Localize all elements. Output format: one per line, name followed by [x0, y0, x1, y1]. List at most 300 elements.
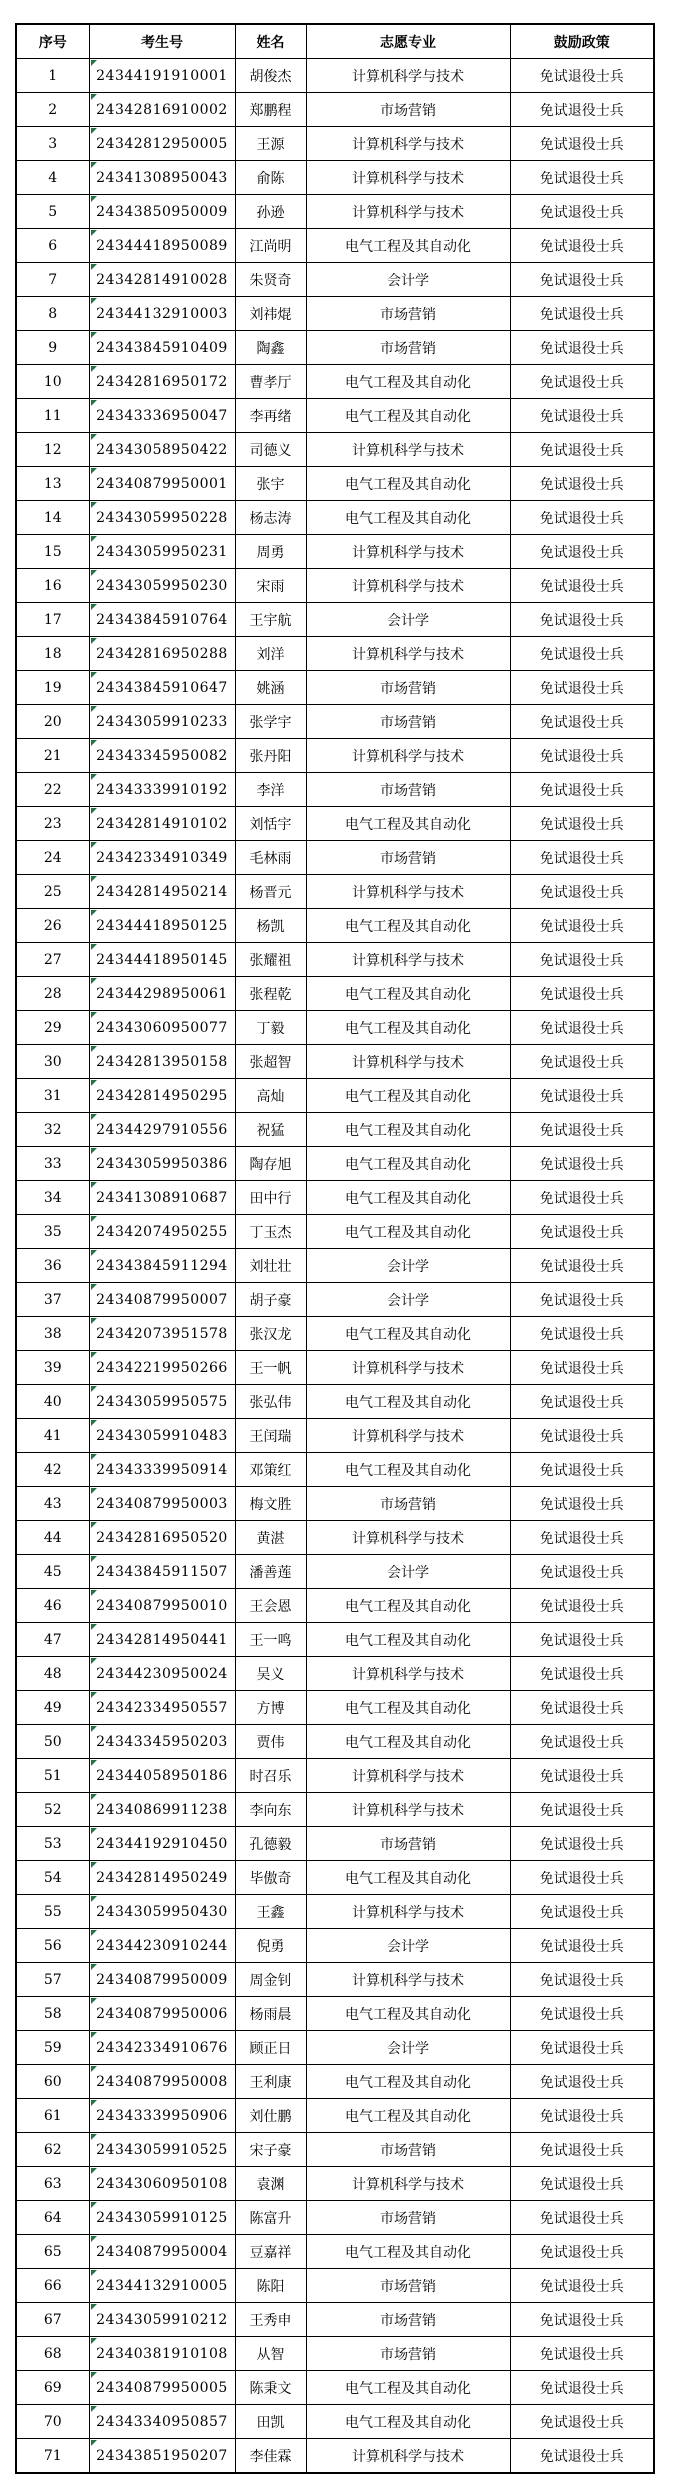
cell-serial-no[interactable]: 58 — [16, 1997, 89, 2031]
cell-serial-no[interactable]: 17 — [16, 603, 89, 637]
cell-major[interactable]: 计算机科学与技术 — [306, 943, 510, 977]
cell-name[interactable]: 张程乾 — [235, 977, 306, 1011]
cell-policy[interactable]: 免试退役士兵 — [510, 365, 654, 399]
cell-name[interactable]: 陈阳 — [235, 2269, 306, 2303]
cell-serial-no[interactable]: 4 — [16, 161, 89, 195]
cell-policy[interactable]: 免试退役士兵 — [510, 637, 654, 671]
cell-candidate-id[interactable] — [89, 2031, 235, 2065]
cell-serial-no[interactable]: 20 — [16, 705, 89, 739]
cell-name[interactable]: 张丹阳 — [235, 739, 306, 773]
cell-serial-no[interactable]: 26 — [16, 909, 89, 943]
cell-serial-no[interactable]: 54 — [16, 1861, 89, 1895]
cell-name[interactable]: 毛林雨 — [235, 841, 306, 875]
cell-serial-no[interactable]: 71 — [16, 2439, 89, 2474]
cell-serial-no[interactable]: 11 — [16, 399, 89, 433]
cell-name[interactable]: 王源 — [235, 127, 306, 161]
cell-serial-no[interactable]: 9 — [16, 331, 89, 365]
cell-serial-no[interactable]: 59 — [16, 2031, 89, 2065]
cell-major[interactable]: 市场营销 — [306, 2337, 510, 2371]
cell-serial-no[interactable]: 7 — [16, 263, 89, 297]
cell-major[interactable]: 会计学 — [306, 603, 510, 637]
cell-serial-no[interactable]: 69 — [16, 2371, 89, 2405]
cell-candidate-id[interactable] — [89, 229, 235, 263]
cell-policy[interactable]: 免试退役士兵 — [510, 2099, 654, 2133]
cell-policy[interactable]: 免试退役士兵 — [510, 1283, 654, 1317]
cell-serial-no[interactable]: 27 — [16, 943, 89, 977]
cell-policy[interactable]: 免试退役士兵 — [510, 1147, 654, 1181]
cell-policy[interactable]: 免试退役士兵 — [510, 59, 654, 93]
cell-candidate-id[interactable] — [89, 977, 235, 1011]
cell-name[interactable]: 李向东 — [235, 1793, 306, 1827]
cell-candidate-id[interactable] — [89, 2337, 235, 2371]
cell-serial-no[interactable]: 18 — [16, 637, 89, 671]
cell-name[interactable]: 刘恬宇 — [235, 807, 306, 841]
cell-policy[interactable]: 免试退役士兵 — [510, 807, 654, 841]
cell-serial-no[interactable]: 6 — [16, 229, 89, 263]
cell-name[interactable]: 丁毅 — [235, 1011, 306, 1045]
cell-name[interactable]: 潘善莲 — [235, 1555, 306, 1589]
cell-name[interactable]: 王鑫 — [235, 1895, 306, 1929]
cell-serial-no[interactable]: 24 — [16, 841, 89, 875]
cell-policy[interactable]: 免试退役士兵 — [510, 1623, 654, 1657]
cell-candidate-id[interactable] — [89, 841, 235, 875]
cell-major[interactable]: 计算机科学与技术 — [306, 2167, 510, 2201]
cell-name[interactable]: 张汉龙 — [235, 1317, 306, 1351]
cell-name[interactable]: 刘洋 — [235, 637, 306, 671]
cell-major[interactable]: 会计学 — [306, 263, 510, 297]
cell-policy[interactable]: 免试退役士兵 — [510, 569, 654, 603]
cell-policy[interactable]: 免试退役士兵 — [510, 1453, 654, 1487]
cell-policy[interactable]: 免试退役士兵 — [510, 1555, 654, 1589]
cell-policy[interactable]: 免试退役士兵 — [510, 2235, 654, 2269]
cell-major[interactable]: 市场营销 — [306, 841, 510, 875]
cell-major[interactable]: 市场营销 — [306, 297, 510, 331]
cell-serial-no[interactable]: 3 — [16, 127, 89, 161]
cell-major[interactable]: 市场营销 — [306, 705, 510, 739]
cell-candidate-id[interactable] — [89, 2439, 235, 2474]
cell-major[interactable]: 电气工程及其自动化 — [306, 399, 510, 433]
cell-major[interactable]: 电气工程及其自动化 — [306, 467, 510, 501]
cell-policy[interactable]: 免试退役士兵 — [510, 1045, 654, 1079]
cell-major[interactable]: 计算机科学与技术 — [306, 1045, 510, 1079]
cell-name[interactable]: 祝猛 — [235, 1113, 306, 1147]
cell-candidate-id[interactable] — [89, 2405, 235, 2439]
cell-policy[interactable]: 免试退役士兵 — [510, 161, 654, 195]
cell-candidate-id[interactable] — [89, 2133, 235, 2167]
cell-candidate-id[interactable] — [89, 1079, 235, 1113]
cell-name[interactable]: 张耀祖 — [235, 943, 306, 977]
cell-name[interactable]: 李洋 — [235, 773, 306, 807]
cell-serial-no[interactable]: 38 — [16, 1317, 89, 1351]
cell-policy[interactable]: 免试退役士兵 — [510, 2167, 654, 2201]
cell-serial-no[interactable]: 32 — [16, 1113, 89, 1147]
cell-serial-no[interactable]: 46 — [16, 1589, 89, 1623]
cell-major[interactable]: 电气工程及其自动化 — [306, 1011, 510, 1045]
cell-serial-no[interactable]: 52 — [16, 1793, 89, 1827]
cell-serial-no[interactable]: 62 — [16, 2133, 89, 2167]
cell-candidate-id[interactable] — [89, 2167, 235, 2201]
cell-policy[interactable]: 免试退役士兵 — [510, 1249, 654, 1283]
cell-major[interactable]: 市场营销 — [306, 773, 510, 807]
cell-name[interactable]: 李再绪 — [235, 399, 306, 433]
cell-name[interactable]: 王宇航 — [235, 603, 306, 637]
cell-name[interactable]: 黄湛 — [235, 1521, 306, 1555]
cell-major[interactable]: 市场营销 — [306, 2133, 510, 2167]
cell-name[interactable]: 孔德毅 — [235, 1827, 306, 1861]
cell-name[interactable]: 王会恩 — [235, 1589, 306, 1623]
cell-serial-no[interactable]: 67 — [16, 2303, 89, 2337]
cell-major[interactable]: 电气工程及其自动化 — [306, 1113, 510, 1147]
cell-serial-no[interactable]: 61 — [16, 2099, 89, 2133]
cell-candidate-id[interactable] — [89, 2303, 235, 2337]
cell-policy[interactable]: 免试退役士兵 — [510, 705, 654, 739]
cell-policy[interactable]: 免试退役士兵 — [510, 1963, 654, 1997]
cell-candidate-id[interactable] — [89, 1249, 235, 1283]
cell-candidate-id[interactable] — [89, 773, 235, 807]
cell-name[interactable]: 张学宇 — [235, 705, 306, 739]
cell-candidate-id[interactable] — [89, 127, 235, 161]
cell-name[interactable]: 司德义 — [235, 433, 306, 467]
cell-major[interactable]: 计算机科学与技术 — [306, 1793, 510, 1827]
cell-policy[interactable]: 免试退役士兵 — [510, 1827, 654, 1861]
cell-serial-no[interactable]: 14 — [16, 501, 89, 535]
cell-serial-no[interactable]: 8 — [16, 297, 89, 331]
cell-policy[interactable]: 免试退役士兵 — [510, 467, 654, 501]
cell-serial-no[interactable]: 45 — [16, 1555, 89, 1589]
cell-policy[interactable]: 免试退役士兵 — [510, 1113, 654, 1147]
cell-policy[interactable]: 免试退役士兵 — [510, 671, 654, 705]
cell-major[interactable]: 电气工程及其自动化 — [306, 2371, 510, 2405]
cell-serial-no[interactable]: 47 — [16, 1623, 89, 1657]
cell-candidate-id[interactable] — [89, 297, 235, 331]
cell-policy[interactable]: 免试退役士兵 — [510, 977, 654, 1011]
cell-serial-no[interactable]: 37 — [16, 1283, 89, 1317]
cell-candidate-id[interactable] — [89, 2201, 235, 2235]
cell-major[interactable]: 电气工程及其自动化 — [306, 1079, 510, 1113]
cell-major[interactable]: 市场营销 — [306, 1827, 510, 1861]
cell-major[interactable]: 计算机科学与技术 — [306, 1657, 510, 1691]
cell-name[interactable]: 高灿 — [235, 1079, 306, 1113]
cell-major[interactable]: 市场营销 — [306, 2269, 510, 2303]
cell-policy[interactable]: 免试退役士兵 — [510, 501, 654, 535]
cell-policy[interactable]: 免试退役士兵 — [510, 1725, 654, 1759]
cell-major[interactable]: 计算机科学与技术 — [306, 1351, 510, 1385]
cell-major[interactable]: 电气工程及其自动化 — [306, 229, 510, 263]
cell-candidate-id[interactable] — [89, 1997, 235, 2031]
cell-candidate-id[interactable] — [89, 1317, 235, 1351]
cell-serial-no[interactable]: 48 — [16, 1657, 89, 1691]
cell-policy[interactable]: 免试退役士兵 — [510, 773, 654, 807]
cell-policy[interactable]: 免试退役士兵 — [510, 1691, 654, 1725]
cell-major[interactable]: 市场营销 — [306, 93, 510, 127]
cell-policy[interactable]: 免试退役士兵 — [510, 1521, 654, 1555]
cell-candidate-id[interactable] — [89, 2269, 235, 2303]
cell-candidate-id[interactable] — [89, 569, 235, 603]
cell-candidate-id[interactable] — [89, 637, 235, 671]
cell-candidate-id[interactable] — [89, 1759, 235, 1793]
cell-candidate-id[interactable] — [89, 1657, 235, 1691]
cell-candidate-id[interactable] — [89, 875, 235, 909]
cell-name[interactable]: 陈秉文 — [235, 2371, 306, 2405]
cell-policy[interactable]: 免试退役士兵 — [510, 2371, 654, 2405]
cell-name[interactable]: 方博 — [235, 1691, 306, 1725]
cell-policy[interactable]: 免试退役士兵 — [510, 739, 654, 773]
cell-policy[interactable]: 免试退役士兵 — [510, 2405, 654, 2439]
cell-policy[interactable]: 免试退役士兵 — [510, 1215, 654, 1249]
cell-candidate-id[interactable] — [89, 1011, 235, 1045]
cell-serial-no[interactable]: 64 — [16, 2201, 89, 2235]
cell-major[interactable]: 会计学 — [306, 1249, 510, 1283]
cell-candidate-id[interactable] — [89, 433, 235, 467]
cell-name[interactable]: 朱贤奇 — [235, 263, 306, 297]
cell-name[interactable]: 杨晋元 — [235, 875, 306, 909]
cell-serial-no[interactable]: 15 — [16, 535, 89, 569]
cell-major[interactable]: 电气工程及其自动化 — [306, 1385, 510, 1419]
cell-serial-no[interactable]: 28 — [16, 977, 89, 1011]
cell-serial-no[interactable]: 57 — [16, 1963, 89, 1997]
cell-policy[interactable]: 免试退役士兵 — [510, 433, 654, 467]
cell-candidate-id[interactable] — [89, 1385, 235, 1419]
cell-name[interactable]: 丁玉杰 — [235, 1215, 306, 1249]
cell-candidate-id[interactable] — [89, 1793, 235, 1827]
cell-name[interactable]: 俞陈 — [235, 161, 306, 195]
cell-serial-no[interactable]: 40 — [16, 1385, 89, 1419]
cell-candidate-id[interactable] — [89, 535, 235, 569]
cell-name[interactable]: 邓策红 — [235, 1453, 306, 1487]
cell-candidate-id[interactable] — [89, 909, 235, 943]
cell-policy[interactable]: 免试退役士兵 — [510, 841, 654, 875]
cell-serial-no[interactable]: 22 — [16, 773, 89, 807]
cell-major[interactable]: 市场营销 — [306, 1487, 510, 1521]
cell-candidate-id[interactable] — [89, 399, 235, 433]
cell-policy[interactable]: 免试退役士兵 — [510, 1487, 654, 1521]
cell-name[interactable]: 胡俊杰 — [235, 59, 306, 93]
cell-serial-no[interactable]: 63 — [16, 2167, 89, 2201]
cell-candidate-id[interactable] — [89, 331, 235, 365]
cell-major[interactable]: 电气工程及其自动化 — [306, 1691, 510, 1725]
cell-policy[interactable]: 免试退役士兵 — [510, 1861, 654, 1895]
cell-policy[interactable]: 免试退役士兵 — [510, 2303, 654, 2337]
cell-major[interactable]: 电气工程及其自动化 — [306, 1861, 510, 1895]
cell-name[interactable]: 梅文胜 — [235, 1487, 306, 1521]
cell-serial-no[interactable]: 12 — [16, 433, 89, 467]
cell-candidate-id[interactable] — [89, 93, 235, 127]
cell-policy[interactable]: 免试退役士兵 — [510, 127, 654, 161]
cell-name[interactable]: 张弘伟 — [235, 1385, 306, 1419]
cell-major[interactable]: 电气工程及其自动化 — [306, 1453, 510, 1487]
cell-name[interactable]: 刘祎焜 — [235, 297, 306, 331]
cell-candidate-id[interactable] — [89, 1623, 235, 1657]
cell-major[interactable]: 电气工程及其自动化 — [306, 1215, 510, 1249]
cell-major[interactable]: 电气工程及其自动化 — [306, 365, 510, 399]
cell-policy[interactable]: 免试退役士兵 — [510, 331, 654, 365]
cell-name[interactable]: 王一帆 — [235, 1351, 306, 1385]
cell-serial-no[interactable]: 60 — [16, 2065, 89, 2099]
cell-major[interactable]: 计算机科学与技术 — [306, 1895, 510, 1929]
cell-candidate-id[interactable] — [89, 739, 235, 773]
cell-policy[interactable]: 免试退役士兵 — [510, 1793, 654, 1827]
cell-major[interactable]: 计算机科学与技术 — [306, 637, 510, 671]
cell-major[interactable]: 电气工程及其自动化 — [306, 2235, 510, 2269]
cell-serial-no[interactable]: 42 — [16, 1453, 89, 1487]
cell-serial-no[interactable]: 50 — [16, 1725, 89, 1759]
cell-candidate-id[interactable] — [89, 161, 235, 195]
cell-major[interactable]: 计算机科学与技术 — [306, 535, 510, 569]
cell-name[interactable]: 倪勇 — [235, 1929, 306, 1963]
cell-major[interactable]: 计算机科学与技术 — [306, 127, 510, 161]
cell-candidate-id[interactable] — [89, 1045, 235, 1079]
cell-candidate-id[interactable] — [89, 1725, 235, 1759]
cell-policy[interactable]: 免试退役士兵 — [510, 535, 654, 569]
cell-candidate-id[interactable] — [89, 2371, 235, 2405]
cell-major[interactable]: 电气工程及其自动化 — [306, 1181, 510, 1215]
cell-candidate-id[interactable] — [89, 1419, 235, 1453]
cell-candidate-id[interactable] — [89, 263, 235, 297]
cell-candidate-id[interactable] — [89, 1555, 235, 1589]
cell-major[interactable]: 会计学 — [306, 2031, 510, 2065]
cell-policy[interactable]: 免试退役士兵 — [510, 2065, 654, 2099]
cell-candidate-id[interactable] — [89, 467, 235, 501]
cell-candidate-id[interactable] — [89, 2235, 235, 2269]
cell-candidate-id[interactable] — [89, 1827, 235, 1861]
cell-candidate-id[interactable] — [89, 671, 235, 705]
cell-candidate-id[interactable] — [89, 365, 235, 399]
cell-policy[interactable]: 免试退役士兵 — [510, 93, 654, 127]
cell-candidate-id[interactable] — [89, 1351, 235, 1385]
cell-major[interactable]: 计算机科学与技术 — [306, 1521, 510, 1555]
cell-serial-no[interactable]: 34 — [16, 1181, 89, 1215]
cell-major[interactable]: 计算机科学与技术 — [306, 569, 510, 603]
cell-name[interactable]: 顾正日 — [235, 2031, 306, 2065]
cell-serial-no[interactable]: 23 — [16, 807, 89, 841]
cell-major[interactable]: 电气工程及其自动化 — [306, 1997, 510, 2031]
cell-name[interactable]: 田凯 — [235, 2405, 306, 2439]
cell-policy[interactable]: 免试退役士兵 — [510, 1317, 654, 1351]
cell-name[interactable]: 王秀申 — [235, 2303, 306, 2337]
cell-candidate-id[interactable] — [89, 2065, 235, 2099]
cell-serial-no[interactable]: 29 — [16, 1011, 89, 1045]
cell-serial-no[interactable]: 56 — [16, 1929, 89, 1963]
cell-serial-no[interactable]: 70 — [16, 2405, 89, 2439]
cell-policy[interactable]: 免试退役士兵 — [510, 229, 654, 263]
cell-policy[interactable]: 免试退役士兵 — [510, 1589, 654, 1623]
cell-policy[interactable]: 免试退役士兵 — [510, 2031, 654, 2065]
cell-policy[interactable]: 免试退役士兵 — [510, 1657, 654, 1691]
cell-serial-no[interactable]: 19 — [16, 671, 89, 705]
cell-serial-no[interactable]: 25 — [16, 875, 89, 909]
cell-policy[interactable]: 免试退役士兵 — [510, 1759, 654, 1793]
cell-major[interactable]: 计算机科学与技术 — [306, 1759, 510, 1793]
cell-candidate-id[interactable] — [89, 1215, 235, 1249]
cell-major[interactable]: 电气工程及其自动化 — [306, 501, 510, 535]
cell-serial-no[interactable]: 68 — [16, 2337, 89, 2371]
cell-candidate-id[interactable] — [89, 1487, 235, 1521]
cell-serial-no[interactable]: 44 — [16, 1521, 89, 1555]
cell-major[interactable]: 会计学 — [306, 1929, 510, 1963]
cell-candidate-id[interactable] — [89, 501, 235, 535]
cell-name[interactable]: 刘壮壮 — [235, 1249, 306, 1283]
cell-policy[interactable]: 免试退役士兵 — [510, 263, 654, 297]
cell-candidate-id[interactable] — [89, 2099, 235, 2133]
cell-major[interactable]: 电气工程及其自动化 — [306, 1725, 510, 1759]
cell-name[interactable]: 陶鑫 — [235, 331, 306, 365]
cell-serial-no[interactable]: 5 — [16, 195, 89, 229]
cell-name[interactable]: 豆嘉祥 — [235, 2235, 306, 2269]
cell-policy[interactable]: 免试退役士兵 — [510, 943, 654, 977]
cell-serial-no[interactable]: 39 — [16, 1351, 89, 1385]
cell-candidate-id[interactable] — [89, 1147, 235, 1181]
cell-policy[interactable]: 免试退役士兵 — [510, 2201, 654, 2235]
cell-policy[interactable]: 免试退役士兵 — [510, 603, 654, 637]
cell-candidate-id[interactable] — [89, 59, 235, 93]
cell-candidate-id[interactable] — [89, 1113, 235, 1147]
cell-major[interactable]: 电气工程及其自动化 — [306, 807, 510, 841]
cell-name[interactable]: 王一鸣 — [235, 1623, 306, 1657]
cell-name[interactable]: 王闰瑞 — [235, 1419, 306, 1453]
cell-name[interactable]: 杨雨晨 — [235, 1997, 306, 2031]
cell-policy[interactable]: 免试退役士兵 — [510, 1385, 654, 1419]
cell-name[interactable]: 杨凯 — [235, 909, 306, 943]
cell-policy[interactable]: 免试退役士兵 — [510, 1011, 654, 1045]
cell-major[interactable]: 计算机科学与技术 — [306, 1419, 510, 1453]
cell-name[interactable]: 胡子豪 — [235, 1283, 306, 1317]
cell-policy[interactable]: 免试退役士兵 — [510, 2269, 654, 2303]
cell-major[interactable]: 计算机科学与技术 — [306, 875, 510, 909]
cell-candidate-id[interactable] — [89, 603, 235, 637]
cell-policy[interactable]: 免试退役士兵 — [510, 1997, 654, 2031]
cell-name[interactable]: 从智 — [235, 2337, 306, 2371]
cell-major[interactable]: 市场营销 — [306, 2201, 510, 2235]
cell-serial-no[interactable]: 49 — [16, 1691, 89, 1725]
cell-candidate-id[interactable] — [89, 1929, 235, 1963]
cell-major[interactable]: 计算机科学与技术 — [306, 739, 510, 773]
cell-serial-no[interactable]: 35 — [16, 1215, 89, 1249]
cell-name[interactable]: 田中行 — [235, 1181, 306, 1215]
cell-policy[interactable]: 免试退役士兵 — [510, 1181, 654, 1215]
cell-major[interactable]: 电气工程及其自动化 — [306, 1589, 510, 1623]
cell-serial-no[interactable]: 16 — [16, 569, 89, 603]
cell-name[interactable]: 郑鹏程 — [235, 93, 306, 127]
cell-name[interactable]: 宋子豪 — [235, 2133, 306, 2167]
cell-major[interactable]: 电气工程及其自动化 — [306, 2065, 510, 2099]
cell-name[interactable]: 姚涵 — [235, 671, 306, 705]
cell-name[interactable]: 李佳霖 — [235, 2439, 306, 2474]
cell-serial-no[interactable]: 21 — [16, 739, 89, 773]
cell-candidate-id[interactable] — [89, 1589, 235, 1623]
cell-policy[interactable]: 免试退役士兵 — [510, 1351, 654, 1385]
cell-policy[interactable]: 免试退役士兵 — [510, 1419, 654, 1453]
cell-major[interactable]: 市场营销 — [306, 2303, 510, 2337]
cell-candidate-id[interactable] — [89, 1521, 235, 1555]
cell-serial-no[interactable]: 43 — [16, 1487, 89, 1521]
cell-serial-no[interactable]: 36 — [16, 1249, 89, 1283]
cell-serial-no[interactable]: 31 — [16, 1079, 89, 1113]
cell-serial-no[interactable]: 2 — [16, 93, 89, 127]
cell-major[interactable]: 计算机科学与技术 — [306, 195, 510, 229]
cell-major[interactable]: 电气工程及其自动化 — [306, 977, 510, 1011]
cell-candidate-id[interactable] — [89, 1283, 235, 1317]
cell-major[interactable]: 计算机科学与技术 — [306, 2439, 510, 2474]
cell-serial-no[interactable]: 33 — [16, 1147, 89, 1181]
cell-policy[interactable]: 免试退役士兵 — [510, 1079, 654, 1113]
cell-policy[interactable]: 免试退役士兵 — [510, 195, 654, 229]
cell-serial-no[interactable]: 30 — [16, 1045, 89, 1079]
cell-major[interactable]: 电气工程及其自动化 — [306, 1317, 510, 1351]
cell-policy[interactable]: 免试退役士兵 — [510, 399, 654, 433]
cell-name[interactable]: 毕傲奇 — [235, 1861, 306, 1895]
cell-name[interactable]: 曹孝厅 — [235, 365, 306, 399]
cell-serial-no[interactable]: 65 — [16, 2235, 89, 2269]
